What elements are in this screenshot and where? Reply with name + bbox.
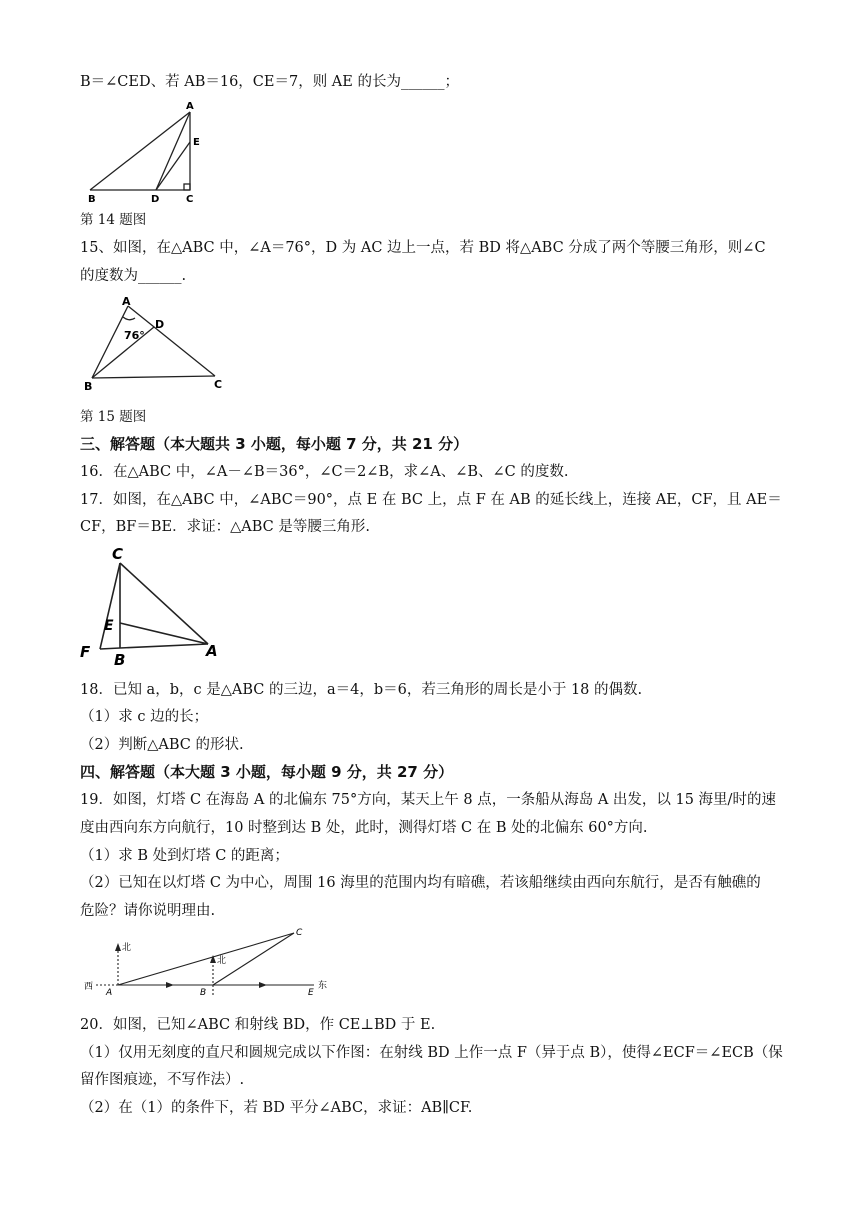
fig17-label-c: C xyxy=(112,545,124,563)
fig14-label-b: B xyxy=(88,194,96,205)
fig19-label-c: C xyxy=(296,928,303,938)
fig19-label-b: B xyxy=(200,988,207,998)
figure-17 xyxy=(78,545,228,670)
section-3-title: 三、解答题（本大题共 3 小题，每小题 7 分，共 21 分） xyxy=(80,435,469,453)
fig19-label-north1: 北 xyxy=(122,943,132,953)
fig19-label-east: 东 xyxy=(318,981,328,991)
fig19-label-a: A xyxy=(106,988,113,998)
fig17-label-a: A xyxy=(206,642,218,660)
q16-text: 16．在△ABC 中，∠A－∠B＝36°，∠C＝2∠B，求∠A、∠B、∠C 的度数. xyxy=(80,464,569,480)
q17-line1: 17．如图，在△ABC 中，∠ABC＝90°，点 E 在 BC 上，点 F 在 AB 的延长线上，连接 AE，CF，且 AE＝ xyxy=(80,492,782,508)
q17-line2: CF，BF＝BE．求证：△ABC 是等腰三角形. xyxy=(80,519,370,535)
fig14-label-a: A xyxy=(186,101,194,112)
fig15-angle-label: 76° xyxy=(124,329,145,342)
fig14-label-d: D xyxy=(151,194,160,205)
q14-caption: 第 14 题图 xyxy=(80,212,147,228)
fig14-label-c: C xyxy=(186,194,194,205)
q20-sub2: （2）在（1）的条件下，若 BD 平分∠ABC，求证：AB∥CF. xyxy=(80,1100,473,1116)
q19-sub2a: （2）已知在以灯塔 C 为中心，周围 16 海里的范围内均有暗礁，若该船继续由西向东航行，是否有触礁的 xyxy=(80,875,761,891)
fig17-label-e: E xyxy=(104,618,114,634)
q20-line1: 20．如图，已知∠ABC 和射线 BD，作 CE⊥BD 于 E. xyxy=(80,1017,436,1033)
section-4-title: 四、解答题（本大题 3 小题，每小题 9 分，共 27 分） xyxy=(80,763,454,781)
q19-line1: 19．如图，灯塔 C 在海岛 A 的北偏东 75°方向，某天上午 8 点，一条船从海岛 A 出发，以 15 海里/时的速 xyxy=(80,792,776,808)
fig15-label-a: A xyxy=(122,295,131,308)
q15-line1: 15、如图，在△ABC 中，∠A＝76°，D 为 AC 边上一点，若 BD 将△ABC 分成了两个等腰三角形，则∠C xyxy=(80,240,766,256)
q19-sub2b: 危险？请你说明理由. xyxy=(80,903,216,919)
fig19-label-north2: 北 xyxy=(217,956,227,966)
q20-sub1a: （1）仅用无刻度的直尺和圆规完成以下作图：在射线 BD 上作一点 F（异于点 B），使得∠ECF＝∠ECB（保 xyxy=(80,1045,783,1061)
fig15-label-b: B xyxy=(84,380,93,393)
fig15-label-d: D xyxy=(155,318,165,331)
fig17-label-f: F xyxy=(80,643,91,661)
figure-19 xyxy=(82,925,342,1000)
q19-line2: 度由西向东方向航行，10 时整到达 B 处，此时，测得灯塔 C 在 B 处的北偏东 60°方向. xyxy=(80,820,648,836)
fig15-label-c: C xyxy=(214,378,223,391)
fig14-label-e: E xyxy=(193,137,200,148)
q18-sub1: （1）求 c 边的长； xyxy=(80,709,209,725)
figure-15 xyxy=(80,295,240,398)
figure-14 xyxy=(80,98,210,208)
q19-sub1: （1）求 B 处到灯塔 C 的距离； xyxy=(80,848,289,864)
q20-sub1b: 留作图痕迹，不写作法）. xyxy=(80,1072,245,1088)
fig19-label-west: 西 xyxy=(84,982,94,992)
q18-sub2: （2）判断△ABC 的形状. xyxy=(80,737,244,753)
q15-caption: 第 15 题图 xyxy=(80,409,147,425)
q18-line1: 18．已知 a，b，c 是△ABC 的三边，a＝4，b＝6，若三角形的周长是小于 18 的偶数. xyxy=(80,682,643,698)
fig17-label-b: B xyxy=(114,651,126,669)
q15-line2: 的度数为______. xyxy=(80,268,187,284)
fig19-label-e: E xyxy=(308,988,314,998)
q14-tail: B＝∠CED、若 AB＝16，CE＝7，则 AE 的长为______； xyxy=(80,74,459,90)
